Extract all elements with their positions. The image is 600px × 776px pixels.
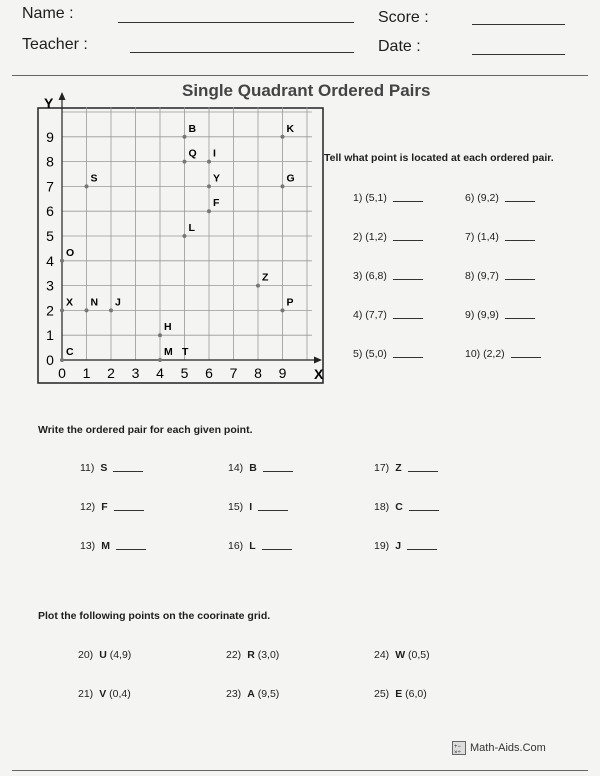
point-label-m: M	[164, 346, 173, 358]
ordered-pair: (1,2)	[365, 231, 387, 243]
question-number: 20)	[78, 649, 94, 661]
question-number: 11)	[80, 462, 95, 474]
point-name: C	[395, 501, 403, 513]
ordered-pair: (6,0)	[402, 688, 427, 700]
point-name: F	[101, 501, 108, 513]
point-name: A	[247, 688, 255, 700]
answer-blank[interactable]	[393, 201, 423, 202]
y-axis-label: Y	[44, 95, 54, 111]
question-number: 2)	[353, 231, 366, 243]
point-label-n: N	[90, 296, 99, 309]
answer-blank[interactable]	[505, 240, 535, 241]
section1-instruction: Tell what point is located at each ordered pair.	[324, 152, 554, 164]
ordered-pair: (9,2)	[477, 192, 499, 204]
answer-blank[interactable]	[113, 471, 143, 472]
answer-blank[interactable]	[393, 279, 423, 280]
x-tick-label: 9	[278, 365, 287, 381]
point-marker	[207, 160, 211, 164]
page-title: Single Quadrant Ordered Pairs	[182, 81, 431, 100]
question-row	[353, 348, 423, 360]
ordered-pair: (9,5)	[254, 688, 280, 700]
answer-blank[interactable]	[393, 357, 423, 358]
ordered-pair: (1,4)	[477, 231, 499, 243]
answer-blank[interactable]	[407, 549, 437, 550]
y-tick-label: 5	[46, 228, 54, 244]
section3-instruction: Plot the following points on the coorinate grid.	[38, 610, 271, 622]
question-row	[353, 192, 423, 204]
question-row	[374, 462, 438, 474]
point-marker	[183, 135, 187, 139]
point-label-b: B	[188, 122, 197, 135]
ordered-pair: (5,0)	[365, 348, 387, 360]
point-name: W	[395, 649, 406, 661]
point-label-l: L	[188, 222, 195, 234]
x-tick-label: 6	[205, 365, 213, 381]
point-name: V	[99, 688, 107, 700]
point-label-i: I	[213, 147, 216, 160]
answer-blank[interactable]	[409, 510, 439, 511]
question-row	[465, 192, 535, 204]
y-tick-label: 8	[46, 153, 54, 170]
y-tick-label: 9	[46, 128, 54, 145]
question-number: 8)	[465, 270, 478, 282]
x-tick-label: 4	[156, 365, 164, 381]
math-aids-logo-icon	[452, 741, 466, 755]
y-tick-label: 6	[46, 203, 54, 220]
question-number: 6)	[465, 192, 478, 204]
question-number: 15)	[228, 501, 244, 513]
y-axis-arrow-icon	[59, 92, 66, 100]
question-number: 14)	[228, 462, 244, 474]
question-number: 3)	[353, 270, 366, 282]
question-number: 18)	[374, 501, 390, 513]
gridlines	[62, 107, 312, 360]
point-name: R	[247, 649, 255, 661]
point-marker	[281, 135, 285, 139]
x-tick-label: 3	[131, 365, 140, 381]
answer-blank[interactable]	[114, 510, 144, 511]
question-row	[80, 462, 143, 474]
y-tick-label: 2	[46, 302, 54, 319]
question-number: 23)	[226, 688, 242, 700]
point-marker	[183, 160, 187, 164]
question-row	[228, 501, 288, 513]
ordered-pair: (7,7)	[365, 309, 387, 321]
point-marker	[85, 308, 89, 312]
x-tick-label: 2	[107, 365, 115, 381]
ordered-pair: (9,7)	[477, 270, 499, 282]
point-marker	[183, 234, 187, 238]
ordered-pair: (2,2)	[483, 348, 505, 360]
point-name: S	[100, 462, 108, 474]
point-label-f: F	[213, 197, 220, 210]
point-label-g: G	[286, 172, 295, 185]
point-label-k: K	[286, 122, 295, 135]
answer-blank[interactable]	[262, 549, 292, 550]
x-tick-label: 8	[254, 365, 262, 381]
question-row	[374, 501, 439, 513]
point-name: E	[395, 688, 403, 700]
point-label-p: P	[286, 296, 294, 309]
question-row	[228, 462, 293, 474]
answer-blank[interactable]	[511, 357, 541, 358]
point-marker	[256, 284, 260, 288]
section2-instruction: Write the ordered pair for each given point.	[38, 424, 253, 436]
teacher-label: Teacher :	[22, 36, 88, 53]
y-tick-label: 7	[46, 178, 54, 195]
x-axis-arrow-icon	[314, 357, 322, 364]
point-marker	[281, 184, 285, 188]
svg-text:+−: +−	[454, 744, 462, 750]
question-number: 4)	[353, 309, 366, 321]
answer-blank[interactable]	[393, 318, 423, 319]
ordered-pair: (5,1)	[365, 192, 387, 204]
question-row	[226, 688, 279, 700]
question-row	[465, 231, 535, 243]
question-row	[465, 270, 535, 282]
point-label-y: Y	[213, 172, 221, 185]
question-row	[78, 649, 131, 661]
point-name: I	[249, 501, 253, 513]
point-marker	[60, 358, 64, 362]
question-number: 24)	[374, 649, 390, 661]
point-label-x: X	[66, 296, 74, 309]
point-name: M	[101, 540, 110, 552]
answer-blank[interactable]	[393, 240, 423, 241]
question-number: 17)	[374, 462, 390, 474]
x-tick-label: 5	[180, 365, 189, 381]
point-name: Z	[395, 462, 402, 474]
answer-blank[interactable]	[408, 471, 438, 472]
grid-frame	[38, 108, 323, 383]
footer-brand: Math-Aids.Com	[470, 742, 546, 754]
question-row	[374, 540, 437, 552]
point-label-s: S	[90, 172, 98, 185]
answer-blank[interactable]	[116, 549, 146, 550]
question-number: 19)	[374, 540, 390, 552]
question-row	[353, 270, 423, 282]
point-label-o: O	[66, 246, 75, 259]
name-label: Name :	[22, 5, 74, 22]
question-row	[353, 231, 423, 243]
question-row	[374, 649, 430, 661]
point-label-h: H	[164, 321, 172, 334]
answer-blank[interactable]	[505, 201, 535, 202]
y-tick-label: 1	[46, 327, 54, 344]
question-number: 22)	[226, 649, 242, 661]
point-marker	[207, 209, 211, 213]
question-number: 12)	[80, 501, 96, 513]
ordered-pair: (0,4)	[106, 688, 131, 700]
question-number: 25)	[374, 688, 390, 700]
question-row	[78, 688, 131, 700]
ordered-pair: (0,5)	[405, 649, 430, 661]
question-number: 1)	[353, 192, 366, 204]
x-tick-label: 0	[58, 365, 66, 381]
footer-divider	[12, 770, 588, 771]
ordered-pair: (9,9)	[477, 309, 499, 321]
point-marker	[109, 308, 113, 312]
point-label-q: Q	[188, 147, 197, 160]
ordered-pair: (4,9)	[106, 649, 132, 661]
question-number: 10)	[465, 348, 484, 360]
question-number: 21)	[78, 688, 94, 700]
point-name: B	[249, 462, 257, 474]
svg-text:×÷: ×÷	[454, 750, 461, 755]
answer-blank[interactable]	[505, 318, 535, 319]
point-marker	[60, 259, 64, 263]
point-name: J	[395, 540, 402, 552]
point-marker	[85, 184, 89, 188]
point-label-z: Z	[262, 271, 269, 284]
date-label: Date :	[378, 38, 421, 55]
x-axis-label: X	[314, 366, 324, 382]
question-row	[465, 348, 541, 360]
question-row	[374, 688, 427, 700]
score-label: Score :	[378, 9, 429, 26]
point-name: U	[99, 649, 107, 661]
point-marker	[207, 184, 211, 188]
question-row	[80, 501, 144, 513]
point-marker	[60, 308, 64, 312]
answer-blank[interactable]	[263, 471, 293, 472]
point-label-j: J	[115, 296, 121, 309]
question-number: 7)	[465, 231, 478, 243]
point-label-t: T	[182, 346, 189, 358]
point-marker	[281, 308, 285, 312]
question-number: 5)	[353, 348, 366, 360]
point-marker	[158, 333, 162, 337]
y-tick-label: 4	[46, 252, 54, 269]
ordered-pair: (6,8)	[365, 270, 387, 282]
y-tick-label: 3	[46, 277, 54, 294]
point-label-c: C	[66, 346, 74, 358]
question-row	[80, 540, 146, 552]
question-number: 9)	[465, 309, 478, 321]
question-number: 13)	[80, 540, 96, 552]
answer-blank[interactable]	[505, 279, 535, 280]
x-tick-label: 1	[82, 365, 91, 381]
question-number: 16)	[228, 540, 244, 552]
question-row	[228, 540, 292, 552]
point-marker	[158, 358, 162, 362]
y-tick-label: 0	[46, 352, 54, 368]
answer-blank[interactable]	[258, 510, 288, 511]
question-row	[226, 649, 279, 661]
ordered-pair: (3,0)	[254, 649, 280, 661]
point-name: L	[249, 540, 256, 552]
question-row	[465, 309, 535, 321]
question-row	[353, 309, 423, 321]
x-tick-label: 7	[229, 365, 238, 381]
